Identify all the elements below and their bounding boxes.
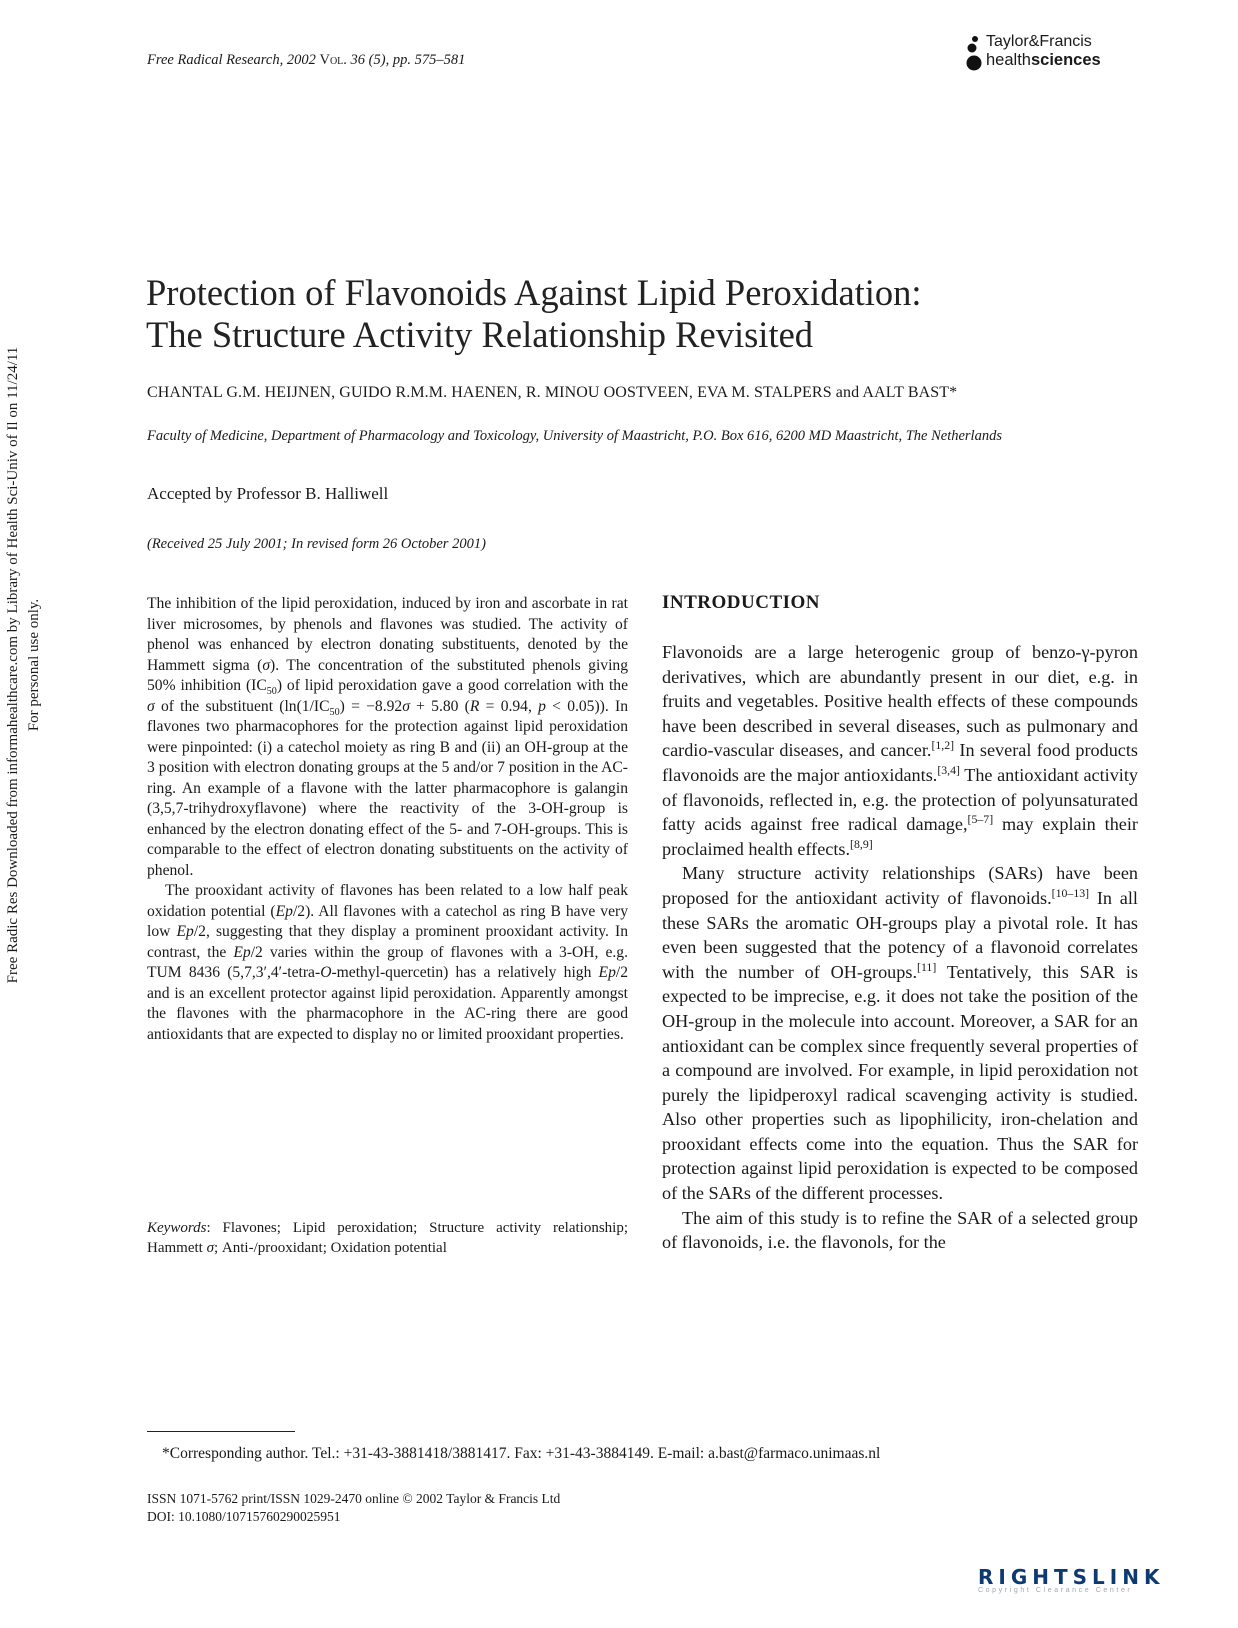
issn-block — [147, 1490, 560, 1526]
imprint-sciences: sciences — [1030, 51, 1101, 69]
journal-name: Free Radical Research, — [147, 52, 284, 68]
rightslink-text: RIGHTSLINK — [978, 1565, 1165, 1589]
citation: [3,4] — [937, 762, 960, 777]
publisher-logo — [966, 33, 1116, 73]
publisher-dots-icon — [966, 35, 988, 71]
citation: [11] — [917, 959, 937, 974]
issn-line: ISSN 1071-5762 print/ISSN 1029-2470 online © 2002 Taylor & Francis Ltd — [147, 1491, 561, 1506]
rightslink-logo[interactable] — [978, 1565, 1178, 1607]
received-dates: (Received 25 July 2001; In revised form 26 October 2001) — [147, 536, 486, 552]
journal-pages: 36 (5), pp. 575–581 — [346, 52, 466, 68]
download-notice-line2: For personal use only. — [26, 598, 42, 732]
intro-paragraph-2: Many structure activity relationships (SARs) have been proposed for the antioxidant activity of flavonoids.[10–13] In all these SARs the aromatic OH-groups play a pivotal role. It has even been suggested that the potency of a flavonoid correlates with the number of OH-groups.[11] Tentatively, this SAR is expected to be imprecise, e.g. it does not take the position of the OH-group in the molecule into account. Moreover, a SAR for an antioxidant can be complex since frequently several properties of a compound are involved. For example, in lipid peroxidation not purely the lipidperoxyl radical scavenging activity is studied. Also other properties such as lipophilicity, iron-chelation and prooxidant effects come into the equation. Thus the SAR for protection against lipid peroxidation is expected to be composed of the SARs of the different processes. — [662, 863, 1138, 1204]
doi-line: DOI: 10.1080/10715760290025951 — [147, 1509, 341, 1524]
imprint-health: health — [986, 51, 1031, 69]
introduction-body — [662, 640, 1138, 1255]
footnote-rule — [147, 1431, 295, 1432]
keywords-label: Keywords — [147, 1220, 207, 1236]
publisher-name: Taylor&Francis — [986, 33, 1092, 50]
journal-vol-label: Vol. — [319, 52, 347, 68]
affiliation: Faculty of Medicine, Department of Pharmacology and Toxicology, University of Maastricht, P.O. Box 616, 6200 MD Maastricht, The Netherlands — [147, 428, 1002, 444]
abstract-paragraph-1: The inhibition of the lipid peroxidation, induced by iron and ascorbate in rat liver microsomes, by phenols and flavones was studied. The activity of phenol was enhanced by electron donating substituents, denoted by the Hammett sigma (σ). The concentration of the substituted phenols giving 50% inhibition $(IC_{50})$ of lipid peroxidation gave a good correlation with the σ of the substituent ($\ln(1/IC_{50}) = -8.92\sigma + 5.80$ (R = 0.94, p < 0.05)). In flavones two pharmacophores for the protection against lipid peroxidation were pinpointed: (i) a catechol moiety as ring B and (ii) an OH-group at the 3 position with electron donating groups at the 5 and/or 7 position in the AC-ring. An example of a flavone with the latter pharmacophore is galangin (3,5,7-trihydroxyflavone) where the reactivity of the 3-OH-group is enhanced by the electron donating effect of the 5- and 7-OH-groups. This is comparable to the effect of electron donating substituents on the activity of phenol. — [147, 595, 628, 879]
abstract — [147, 594, 628, 1045]
abstract-paragraph-2: The prooxidant activity of flavones has been related to a low half peak oxidation potential (Ep/2). All flavones with a catechol as ring B have very low Ep/2, suggesting that they display a prominent prooxidant activity. In contrast, the Ep/2 varies within the group of flavones with a 3-OH, e.g. TUM 8436 (5,7,3′,4′-tetra-O-methyl-quercetin) has a relatively high Ep/2 and is an excellent protector against lipid peroxidation. Apparently amongst the flavones with the pharmacophore in the AC-ring there are good antioxidants that are expected to display no or limited prooxidant properties. — [147, 882, 629, 1043]
citation: [1,2] — [931, 738, 955, 753]
corresponding-author-note: *Corresponding author. Tel.: +31-43-3881418/3881417. Fax: +31-43-3884149. E-mail: a.bast@farmaco.unimaas.nl — [162, 1445, 881, 1462]
download-notice — [3, 165, 49, 1165]
intro-paragraph-3: The aim of this study is to refine the SAR of a selected group of flavonoids, i.e. the flavonols, for the — [662, 1207, 1138, 1253]
citation: [8,9] — [850, 836, 873, 851]
rightslink-subtext: Copyright Clearance Center — [978, 1587, 1133, 1594]
journal-citation — [147, 52, 465, 69]
article-title — [146, 272, 1106, 356]
citation: [10–13] — [1051, 885, 1090, 900]
citation: [5–7] — [967, 812, 994, 827]
download-notice-line1: Free Radic Res Downloaded from informahealthcare.com by Library of Health Sci-Univ of Il on 11/24/11 — [5, 346, 21, 984]
author-list: CHANTAL G.M. HEIJNEN, GUIDO R.M.M. HAENEN, R. MINOU OOSTVEEN, EVA M. STALPERS and AALT BAST* — [147, 384, 958, 401]
title-line-1: Protection of Flavonoids Against Lipid Peroxidation: — [146, 272, 922, 313]
section-heading-introduction: INTRODUCTION — [662, 592, 821, 613]
accepted-by: Accepted by Professor B. Halliwell — [147, 484, 389, 503]
title-line-2: The Structure Activity Relationship Revisited — [146, 314, 814, 355]
intro-paragraph-1: Flavonoids are a large heterogenic group of benzo-γ-pyron derivatives, which are abundantly present in our diet, e.g. in fruits and vegetables. Positive health effects of these compounds have been described in several diseases, such as pulmonary and cardio-vascular diseases, and cancer.[1,2] In several food products flavonoids are the major antioxidants.[3,4] The antioxidant activity of flavonoids, reflected in, e.g. the protection of polyunsaturated fatty acids against free radical damage,[5–7] may explain their proclaimed health effects.[8,9] — [662, 642, 1138, 859]
keywords: Keywords: Flavones; Lipid peroxidation; Structure activity relationship; Hammett σ; Anti-/prooxidant; Oxidation potential — [147, 1220, 628, 1256]
journal-year: 2002 — [283, 52, 320, 68]
publisher-imprint — [986, 51, 1101, 70]
